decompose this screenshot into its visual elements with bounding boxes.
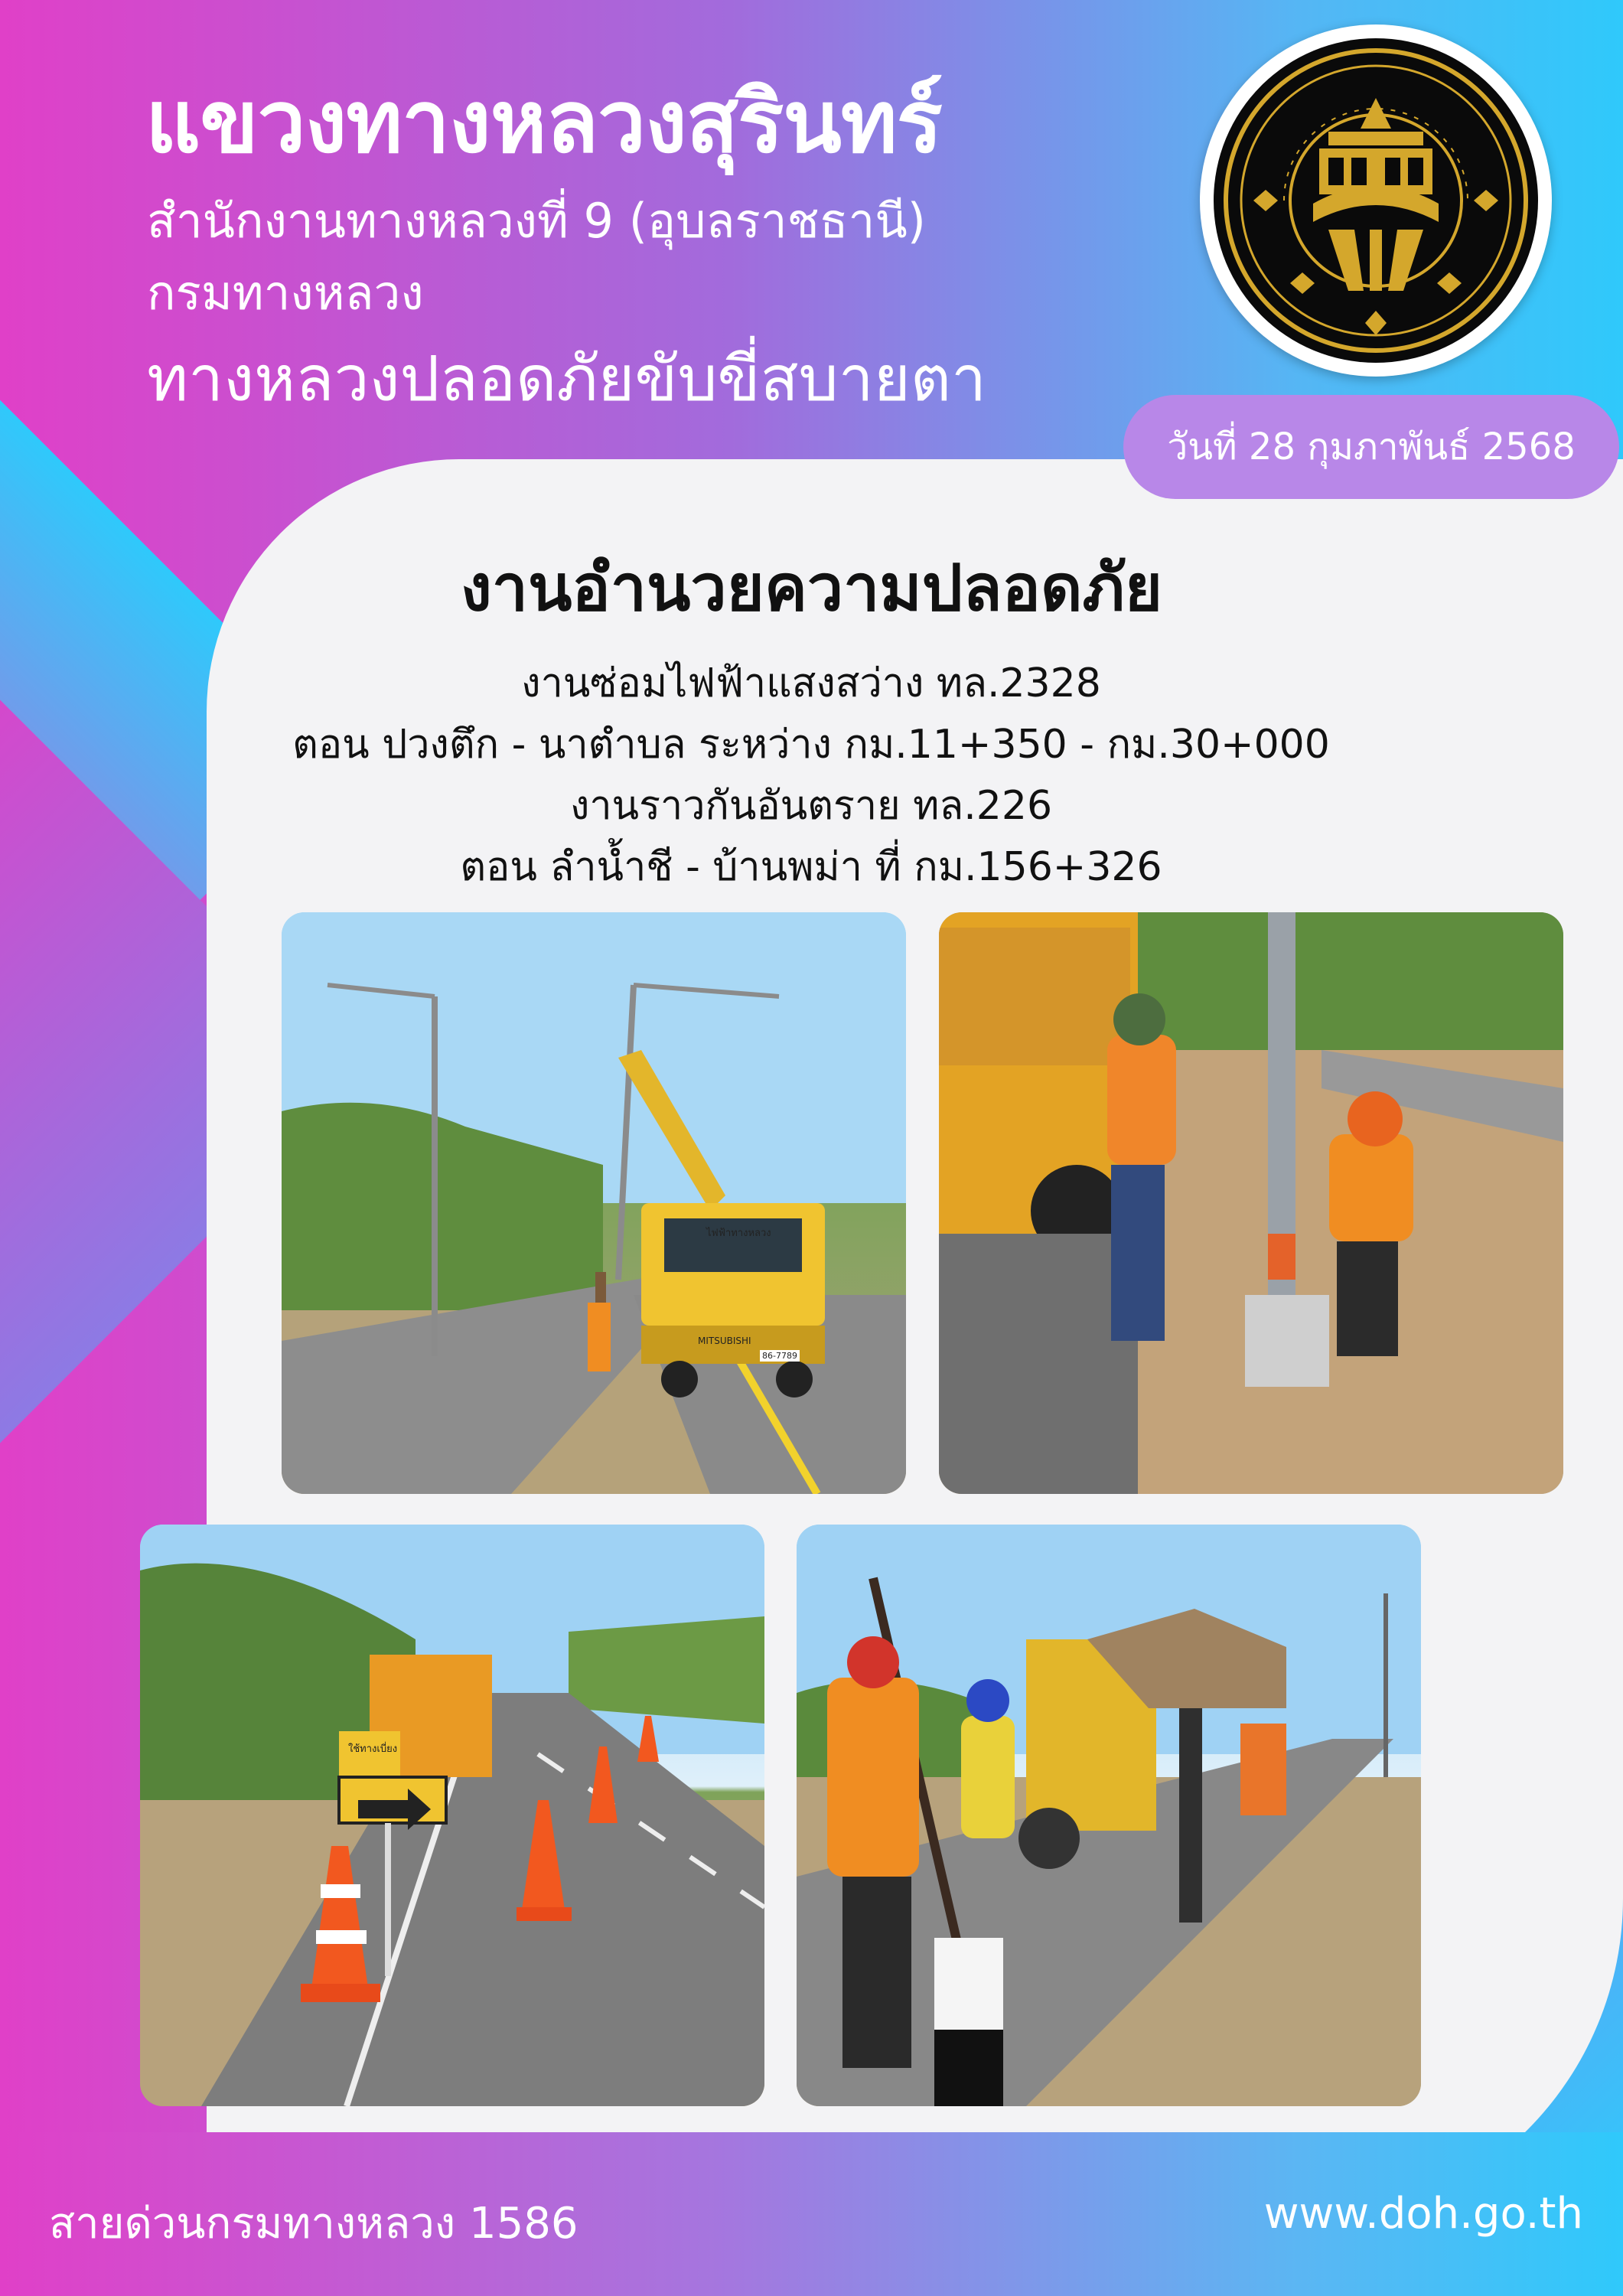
- truck-brand: MITSUBISHI: [698, 1336, 751, 1346]
- photo-guardrail-install-image: [797, 1525, 1421, 2106]
- slogan: ทางหลวงปลอดภัยขับขี่สบายตา: [147, 343, 987, 416]
- detour-sign-text: ใช้ทางเบี่ยง: [348, 1743, 398, 1755]
- logo-seal: [1214, 38, 1538, 363]
- photo-traffic-cones-image: [140, 1525, 764, 2106]
- photo-streetlight-repair-image: [282, 912, 906, 1494]
- footer-bar: [0, 2132, 1623, 2296]
- description-line-1: งานซ่อมไฟฟ้าแสงสว่าง ทล.2328: [521, 660, 1101, 706]
- page-title: แขวงทางหลวงสุรินทร์: [145, 73, 942, 172]
- logo-seal-graphic: [1214, 38, 1538, 363]
- section-title: งานอำนวยความปลอดภัย: [460, 550, 1163, 625]
- department-name: กรมทางหลวง: [147, 265, 424, 321]
- description-line-2: ตอน ปวงตึก - นาตำบล ระหว่าง กม.11+350 - กม.30+000: [292, 722, 1330, 768]
- photo-streetlight-repair: [282, 912, 906, 1494]
- truck-plate: 86-7789: [760, 1350, 800, 1362]
- website-link[interactable]: www.doh.go.th: [1263, 2189, 1583, 2239]
- photo-pole-base-work-image: [939, 912, 1563, 1494]
- office-name: สำนักงานทางหลวงที่ 9 (อุบลราชธานี): [147, 193, 926, 249]
- department-logo: [1200, 24, 1552, 377]
- hotline-text: สายด่วนกรมทางหลวง 1586: [49, 2199, 578, 2249]
- photo-traffic-cones: [140, 1525, 764, 2106]
- photo-guardrail-install: [797, 1525, 1421, 2106]
- description-line-4: ตอน ลำน้ำชี - บ้านพม่า ที่ กม.156+326: [460, 844, 1162, 890]
- photo-pole-base-work: [939, 912, 1563, 1494]
- date-badge: วันที่ 28 กุมภาพันธ์ 2568: [1123, 395, 1619, 499]
- description-line-3: งานราวกันอันตราย ทล.226: [569, 783, 1053, 829]
- truck-cab-text: ไฟฟ้าทางหลวง: [706, 1228, 771, 1239]
